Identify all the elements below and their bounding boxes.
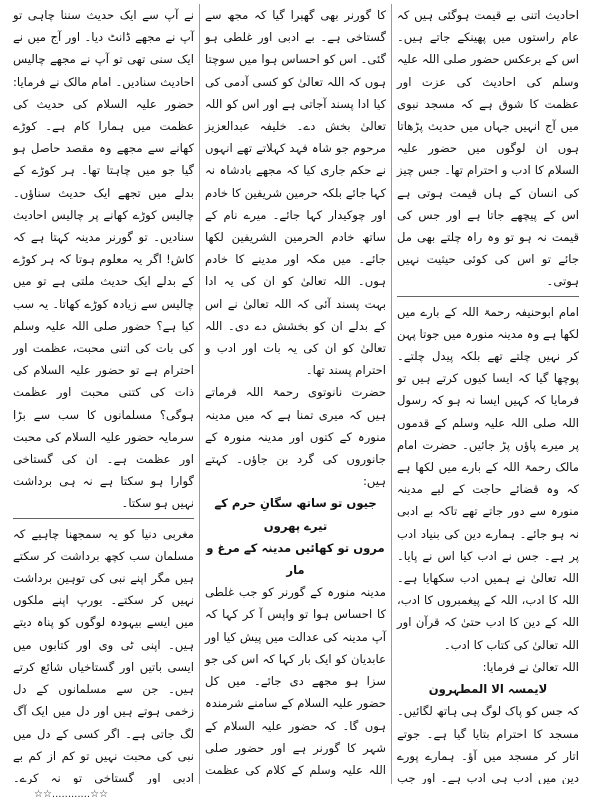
column-middle [200,4,392,784]
column-right [392,4,584,784]
paragraph: احادیث اتنی بے قیمت ہوگئی ہیں کہ عام راستوں میں پھینکے جاتے ہیں۔ اس کے برعکس حضور صلی اللہ علیہ وسلم کی احادیث کی عزت اور عظمت کا شوق ہے کہ مسجد نبوی میں آج انہیں جہاں میں حدیث پڑھاتا ہوں ان لوگوں میں حضور علیہ السلام کا ادب و احترام تھا۔ جس چیز کی انسان کے ہاں قیمت ہوتی ہے اس کے پیچھے جاتا ہے اور جس کی قیمت نہ ہو تو وہ راہ چلتے بھی مل جائے تو اس کی کوئی حیثیت نہیں ہوتی۔ [397,8,579,289]
paragraph: کہ جس کو پاک لوگ ہی ہاتھ لگائیں۔ مسجد کا احترام بتایا گیا ہے۔ جوتے اتار کر مسجد میں آؤ۔ ہمارے پورے دین میں ادب ہی ادب ہے۔ اور جب [397,704,579,784]
paragraph: نے آپ سے ایک حدیث سننا چاہی تو آپ نے مجھے ڈانٹ دیا۔ اور آج میں نے ایک سنی تھی تو آپ نے مجھے چالیس احادیث سنادیں۔ امام مالک نے فرمایا: حضور علیہ السلام کی حدیث کی عظمت میں ہمارا کام ہے۔ کوڑے کھانے سے مجھے وہ مقصد حاصل ہو گیا جو میں چاہتا تھا۔ ہر کوڑے کے بدلے میں تجھے ایک حدیث سناؤں۔ چالیس کوڑے کھانے پر چالیس احادیث سنادیں۔ تو گورنر مدینہ کہتا ہے کہ کاش! اگر یہ معلوم ہوتا کہ ہر کوڑے کے بدلے ایک حدیث ملتی ہے تو میں چالیس سے زیادہ کوڑے کھاتا۔ یہ سب کیا ہے؟ حضور صلی اللہ علیہ وسلم کی بات کی اتنی محبت، عظمت اور احترام ہے تو حضور علیہ السلام کی ذات کی کتنی محبت اور عظمت ہوگی؟ مسلمانوں کا سب سے بڑا سرمایہ حضور علیہ السلام کی محبت اور عظمت ہے۔ ان کی گستاخی گوارا ہو سکتا ہے نہ ہی برداشت نہیں ہو سکتا۔ [13,8,194,511]
paragraph: مدینہ منورہ کے گورنر کو جب غلطی کا احساس ہوا تو واپس آ کر کہا کہ آپ مدینہ کی عدالت میں پیش کیا اور عابدیان کو ایک بار کہا کہ اس کی جو سزا ہو مجھے دی جائے۔ میں کل حضور علیہ السلام کے سامنے شرمندہ ہوں گا۔ کہ حضور علیہ السلام کے شہر کا گورنر ہے اور حضور صلی اللہ علیہ وسلم کے کلام کی عظمت [205,585,386,777]
article-columns [6,4,584,784]
quranic-verse: لایمسہ الا المطہرون [428,682,548,697]
poetry-verse: مروں تو کھائیں مدینہ کے مرغ و مار [206,540,385,578]
divider [13,518,194,519]
paragraph: کا گورنر بھی گھبرا گیا کہ مجھ سے گستاخی ہے۔ بے ادبی اور غلطی ہو گئی۔ اس کو احساس ہوا میں سوچتا ہوں کہ اللہ تعالیٰ کو کسی آدمی کی کیا ادا پسند آجاتی ہے اور اس کو اللہ تعالیٰ بخش دے۔ خلیفہ عبدالعزیز مرحوم جو شاہ فہد کہلاتے تھے انہوں نے حکم جاری کیا کہ مجھے بادشاہ نہ کہا جائے بلکہ حرمین شریفین کا خادم اور چوکیدار کہا جائے۔ میرے نام کے ساتھ خادم الحرمین الشریفین لکھا جائے۔ میں مکہ اور مدینے کا خادم ہوں۔ اللہ تعالیٰ کو ان کی یہ ادا بہت پسند آئی کہ اللہ تعالیٰ نے اس کے بدلے ان کو بخشش دے دی۔ اللہ تعالیٰ کو ان کی یہ بات اور ادب و احترام پسند تھا۔ [205,8,386,378]
divider [397,296,579,297]
end-of-article-ornament: ☆☆............☆☆ [34,789,109,800]
paragraph: اللہ تعالیٰ نے فرمایا: [482,659,579,674]
paragraph: امام ابوحنیفہ رحمۃ اللہ کے بارے میں لکھا ہے وہ مدینہ منورہ میں جوتا پہن کر نہیں چلتے تھے بلکہ پیدل چلتے۔ پوچھا گیا کہ ایسا کیوں کرتے ہیں تو فرمایا کہ کہیں ایسا نہ ہو کہ رسول اللہ صلی اللہ علیہ وسلم کے قدموں پر میرے پاؤں پڑ جائیں۔ حضرت امام مالک رحمۃ اللہ کے بارے میں لکھا ہے کہ وہ قضائے حاجت کے لیے مدینہ منورہ سے دور جاتے تھے تاکہ بے ادبی نہ ہو جائے۔ ہمارے دین کی بنیاد ادب پر ہے۔ جس نے ادب کیا اس نے پایا۔ اللہ تعالیٰ نے ہمیں ادب سکھایا ہے۔ اللہ کا ادب، اللہ کے پیغمبروں کا ادب، اللہ کے دین کا ادب حتیٰ کہ قرآن اور اللہ تعالیٰ کی کتاب کا ادب۔ [397,304,579,652]
paragraph: مغربی دنیا کو یہ سمجھنا چاہیے کہ مسلمان سب کچھ برداشت کر سکتے ہیں مگر اپنے نبی کی توہین برداشت نہیں کر سکتے۔ یورپ اپنے ملکوں میں ایسے بیہودہ لوگوں کو پناہ دیتے ہیں۔ اپنی ٹی وی اور کتابوں میں ایسی باتیں اور گستاخیاں شائع کرتے ہیں۔ جن سے مسلمانوں کے دل زخمی ہوتے ہیں اور دل میں ایک آگ لگ جاتی ہے۔ اگر کسی کے دل میں نبی کی محبت نہیں تو کم از کم بے ادبی اور گستاخی تو نہ کرے۔ [13,526,194,784]
poetry-verse: جیوں تو ساتھ سگانِ حرم کے تیرے پھروں [214,496,377,533]
paragraph: حضرت نانوتوی رحمۃ اللہ فرماتے ہیں کہ میری تمنا ہے کہ میں مدینہ منورہ کے کتوں اور مدینہ منورہ کے جانوروں کی گرد بن جاؤں۔ کہتے ہیں: [205,385,386,489]
column-left [8,4,200,784]
